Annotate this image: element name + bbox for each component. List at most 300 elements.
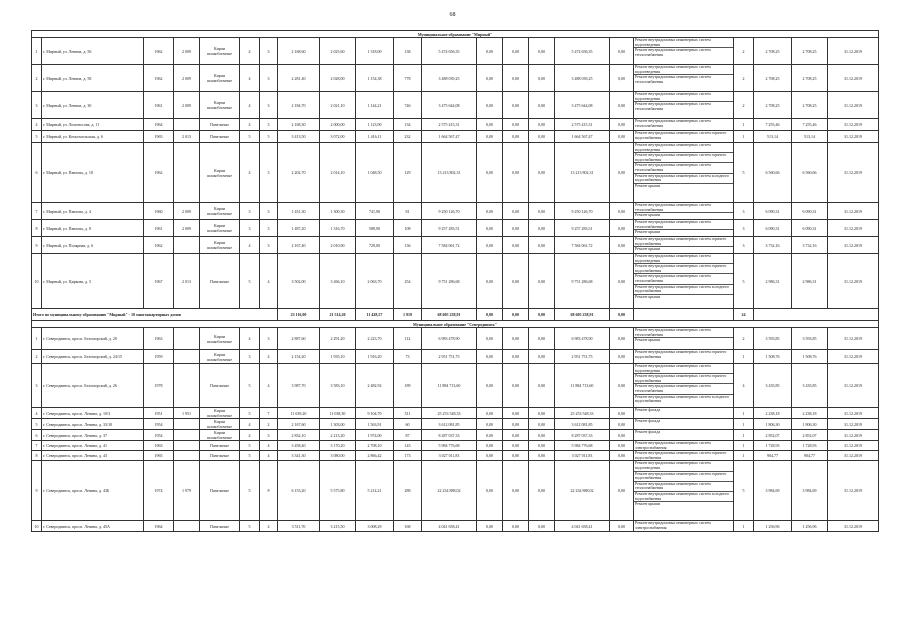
residential-area-cell: 3 583,10 (320, 364, 356, 408)
year-renovated-cell (174, 419, 200, 430)
works-count-cell: 5 (734, 143, 754, 203)
entrances-cell: 4 (260, 451, 278, 461)
unit-cost-cell: 3 435,85 (754, 364, 792, 408)
other-funds-cell: 0,00 (610, 143, 634, 203)
fund-cell: 0,00 (477, 119, 503, 131)
owners-funds-cell: 22 234 888,02 (555, 461, 610, 521)
year-renovated-cell (174, 119, 200, 131)
unit-cost-cell: 2 708,25 (754, 65, 792, 92)
work-item: Ремонт внутридомовых инженерных систем горячего водоснабжения (634, 472, 733, 482)
fund-cell: 0,00 (477, 92, 503, 119)
residential-area-cell: 2 025,60 (320, 38, 356, 65)
address-cell: г. Мирный, ул. Ленина, д. 58 (42, 65, 144, 92)
owners-funds-cell: 1 664 567,47 (555, 131, 610, 143)
floors-cell: 4 (240, 430, 260, 441)
living-area-cell: 5 214,21 (356, 461, 394, 521)
floors-cell: 3 (240, 220, 260, 237)
table-row (32, 203, 879, 220)
municipal-budget-cell: 0,00 (529, 441, 555, 451)
works-list-cell (634, 441, 734, 451)
owners-funds-cell: 13 213 802,31 (555, 143, 610, 203)
table-row (32, 131, 879, 143)
year-renovated-cell: 2 013 (174, 131, 200, 143)
works-count-cell: 4 (734, 364, 754, 408)
works-list-cell (634, 451, 734, 461)
owners-funds-cell: 3 488 039,25 (555, 65, 610, 92)
living-area-cell: 1 974,00 (356, 430, 394, 441)
max-unit-cost-cell: 6 560,66 (792, 143, 828, 203)
other-funds-cell: 0,00 (610, 65, 634, 92)
year-renovated-cell: 2 009 (174, 203, 200, 220)
residential-area-cell: 5 575,80 (320, 461, 356, 521)
owners-funds-cell: 11 884 713,60 (555, 364, 610, 408)
year-built-cell: 1960 (144, 203, 174, 220)
unit-cost-cell: 513,14 (754, 131, 792, 143)
total-area-cell: 3 413,50 (278, 131, 320, 143)
other-funds-cell: 0,00 (610, 350, 634, 364)
completion-date-cell: 31.12.2019 (828, 119, 879, 131)
year-built-cell: 1978 (144, 364, 174, 408)
other-funds-cell: 0,00 (610, 521, 634, 532)
regional-budget-cell: 0,00 (503, 364, 529, 408)
row-number: 2 (32, 65, 42, 92)
max-unit-cost-cell: 3 435,85 (792, 364, 828, 408)
works-count-cell: 2 (734, 38, 754, 65)
wall-material-cell: Кирпи шлакоблочные (200, 143, 240, 203)
max-unit-cost-cell: 2 708,25 (792, 92, 828, 119)
works-list-cell (634, 203, 734, 220)
year-built-cell: 1962 (144, 38, 174, 65)
year-renovated-cell (174, 350, 200, 364)
owners-funds-cell: 9 257 283,51 (555, 220, 610, 237)
entrances-cell: 7 (260, 408, 278, 419)
total-area-cell: 6 153,20 (278, 461, 320, 521)
owners-funds-cell: 4 041 658,41 (555, 521, 610, 532)
wall-material-cell: Панельные (200, 254, 240, 309)
residents-cell: 232 (394, 131, 422, 143)
total-area-cell: 2 167,60 (278, 419, 320, 430)
municipality-title: Муниципальное образование "Северодвинск" (32, 321, 879, 328)
residents-cell: 73 (394, 350, 422, 364)
municipal-budget-cell: 0,00 (529, 461, 555, 521)
regional-budget-cell: 0,00 (503, 131, 529, 143)
table-row (32, 220, 879, 237)
total-area-cell: 1 451,30 (278, 203, 320, 220)
address-cell: г. Мирный, ул. Ломоносова, д. 11 (42, 119, 144, 131)
unit-cost-cell: 1 806,30 (754, 419, 792, 430)
works-list (634, 461, 733, 506)
year-renovated-cell (174, 328, 200, 350)
municipality-header-row (32, 321, 879, 328)
entrances-cell: 3 (260, 119, 278, 131)
owners-funds-cell: 8 287 037,33 (555, 430, 610, 441)
total-cost-cell: 3 027 011,83 (422, 451, 477, 461)
work-item: Ремонт внутридомовых инженерных систем водоотведения (634, 92, 733, 102)
works-list-cell (634, 328, 734, 350)
completion-date-cell: 31.12.2019 (828, 364, 879, 408)
works-list-cell (634, 364, 734, 408)
regional-budget-cell: 0,00 (503, 203, 529, 220)
residential-area-cell: 3 215,50 (320, 521, 356, 532)
max-unit-cost-cell: 904,77 (792, 451, 828, 461)
address-cell: г. Северодвинск, просп. Ленина, д. 45А (42, 521, 144, 532)
entrances-cell: 3 (260, 220, 278, 237)
municipal-budget-cell: 0,00 (529, 143, 555, 203)
table-row (32, 350, 879, 364)
municipal-budget-cell: 0,00 (529, 203, 555, 220)
works-list (634, 441, 733, 450)
entrances-cell: 8 (260, 461, 278, 521)
residential-area-cell: 1 303,00 (320, 419, 356, 430)
municipal-budget-cell: 0,00 (529, 119, 555, 131)
table-row (32, 143, 879, 203)
row-number: 7 (32, 441, 42, 451)
work-item: Ремонт внутридомовых инженерных систем теплоснабжения (635, 47, 711, 57)
completion-date-cell: 31.12.2019 (828, 328, 879, 350)
year-renovated-cell (174, 451, 200, 461)
work-item: Ремонт внутридомовых инженерных систем водоотведения (634, 143, 733, 153)
max-unit-cost-cell: 2 708,25 (792, 65, 828, 92)
address-cell: г. Северодвинск, просп. Ленина, д. 43Б (42, 461, 144, 521)
works-list (634, 92, 733, 111)
living-area-cell: 1 916,20 (356, 350, 394, 364)
living-area-cell: 588,90 (356, 220, 394, 237)
works-list (634, 131, 733, 140)
work-item: Ремонт внутридомовых инженерных систем водоотведения (634, 364, 733, 374)
residents-cell: 143 (394, 441, 422, 451)
row-number: 6 (32, 430, 42, 441)
living-area-cell: 1 318,00 (356, 38, 394, 65)
total-area-cell: 2 832,10 (278, 430, 320, 441)
works-list (634, 119, 733, 128)
total-area-cell: 3 511,70 (278, 521, 320, 532)
address-cell: г. Мирный, ул. Павлова, д. 18 (42, 143, 144, 203)
row-number: 1 (32, 38, 42, 65)
max-unit-cost-cell: 6 090,31 (792, 203, 828, 220)
regional-budget-cell: 0,00 (503, 328, 529, 350)
row-number: 5 (32, 131, 42, 143)
year-built-cell: 1962 (144, 143, 174, 203)
regional-budget-cell: 0,00 (503, 220, 529, 237)
table-row (32, 419, 879, 430)
works-count-cell: 1 (734, 451, 754, 461)
entrances-cell: 2 (260, 419, 278, 430)
work-item: Ремонт внутридомовых инженерных систем теплоснабжения (634, 220, 733, 230)
table-row (32, 237, 879, 254)
total-trailing-empty (754, 309, 879, 321)
works-list (634, 65, 733, 84)
municipal-budget-cell: 0,00 (529, 350, 555, 364)
completion-date-cell: 31.12.2019 (828, 451, 879, 461)
unit-cost-cell: 2 852,07 (754, 430, 792, 441)
municipal-budget-cell: 0,00 (529, 521, 555, 532)
fund-cell: 0,00 (477, 461, 503, 521)
other-funds-cell: 0,00 (610, 430, 634, 441)
row-number: 4 (32, 408, 42, 419)
total-cost-cell: 11 884 713,60 (422, 364, 477, 408)
fund-cell: 0,00 (477, 131, 503, 143)
floors-cell: 5 (240, 441, 260, 451)
entrances-cell: 4 (260, 364, 278, 408)
work-item: Ремонт фасада (635, 407, 661, 412)
completion-date-cell: 31.12.2019 (828, 350, 879, 364)
residential-area-cell: 2 021,10 (320, 92, 356, 119)
wall-material-cell: Кирпи шлакоблочные (200, 220, 240, 237)
living-area-cell: 2 708,10 (356, 441, 394, 451)
max-unit-cost-cell: 6 090,31 (792, 220, 828, 237)
work-item: Ремонт внутридомовых инженерных систем электроснабжения (635, 440, 711, 450)
completion-date-cell: 31.12.2019 (828, 441, 879, 451)
owners-funds-cell: 5 984 776,68 (555, 441, 610, 451)
completion-date-cell: 31.12.2019 (828, 521, 879, 532)
municipal-budget-cell: 0,00 (529, 430, 555, 441)
fund-cell: 0,00 (477, 254, 503, 309)
wall-material-cell: Панельные (200, 364, 240, 408)
address-cell: г. Мирный, ул. Циркова, д. 5 (42, 254, 144, 309)
total-area-cell: 2 168,60 (278, 38, 320, 65)
completion-date-cell: 31.12.2019 (828, 131, 879, 143)
work-item: Ремонт внутридомовых инженерных систем теплоснабжения (634, 384, 733, 394)
table-row (32, 451, 879, 461)
floors-cell: 4 (240, 65, 260, 92)
table-row (32, 92, 879, 119)
entrances-cell: 4 (260, 254, 278, 309)
year-built-cell: 1964 (144, 119, 174, 131)
residents-cell: 108 (394, 220, 422, 237)
other-funds-cell: 0,00 (610, 237, 634, 254)
total-cost-cell: 2 951 751,75 (422, 350, 477, 364)
address-cell: г. Северодвинск, просп. Ленина, д. 41 (42, 441, 144, 451)
regional-budget-cell: 0,00 (503, 521, 529, 532)
residential-area-cell: 1 935,10 (320, 350, 356, 364)
entrances-cell: 4 (260, 521, 278, 532)
fund-cell: 0,00 (477, 38, 503, 65)
total-area-cell: 2 184,70 (278, 92, 320, 119)
fund-cell: 0,00 (477, 430, 503, 441)
works-list-cell (634, 521, 734, 532)
regional-budget-cell: 0,00 (503, 408, 529, 419)
other-funds-cell: 0,00 (610, 328, 634, 350)
year-built-cell: 1963 (144, 441, 174, 451)
total-works-count: 24 (734, 309, 754, 321)
floors-cell: 5 (240, 131, 260, 143)
works-list-cell (634, 408, 734, 419)
regional-budget-cell: 0,00 (503, 461, 529, 521)
fund-cell: 0,00 (477, 328, 503, 350)
max-unit-cost-cell: 1 806,30 (792, 419, 828, 430)
table-row (32, 119, 879, 131)
living-area-cell: 729,00 (356, 237, 394, 254)
work-item: Ремонт внутридомовых инженерных систем теплоснабжения (634, 163, 733, 173)
works-list-cell (634, 350, 734, 364)
municipality-total-row (32, 309, 879, 321)
work-item: Ремонт внутридомовых инженерных систем холодного водоснабжения (634, 174, 733, 184)
residential-area-cell: 1 316,70 (320, 220, 356, 237)
unit-cost-cell: 6 090,31 (754, 203, 792, 220)
year-built-cell: 1962 (144, 65, 174, 92)
entrances-cell: 4 (260, 350, 278, 364)
municipality-title: Муниципальное образование "Мирный" (32, 31, 879, 38)
wall-material-cell: Панельные (200, 521, 240, 532)
address-cell: г. Мирный, ул. Комсомольская, д. 6 (42, 131, 144, 143)
other-funds-cell: 0,00 (610, 419, 634, 430)
table-row (32, 65, 879, 92)
floors-cell: 3 (240, 203, 260, 220)
owners-funds-cell: 6 983 478,90 (555, 328, 610, 350)
unit-cost-cell: 3 732,16 (754, 237, 792, 254)
completion-date-cell: 31.12.2019 (828, 220, 879, 237)
living-area-cell: 1 563,91 (356, 419, 394, 430)
works-list-cell (634, 143, 734, 203)
unit-cost-cell: 904,77 (754, 451, 792, 461)
other-funds-cell: 0,00 (610, 131, 634, 143)
other-funds-cell: 0,00 (610, 203, 634, 220)
works-count-cell: 1 (734, 430, 754, 441)
regional-budget-cell: 0,00 (503, 143, 529, 203)
residential-area-cell: 11 038,30 (320, 408, 356, 419)
work-item: Ремонт внутридомовых инженерных систем горячего водоснабжения (635, 349, 727, 359)
living-area-cell: 2 482,92 (356, 364, 394, 408)
row-number: 5 (32, 419, 42, 430)
floors-cell: 4 (240, 419, 260, 430)
floors-cell: 4 (240, 92, 260, 119)
table-row (32, 441, 879, 451)
works-list-cell (634, 430, 734, 441)
work-item: Ремонт крыши (635, 501, 661, 507)
regional-budget-cell: 0,00 (503, 119, 529, 131)
max-unit-cost-cell: 1 728,93 (792, 441, 828, 451)
regional-budget-cell: 0,00 (503, 430, 529, 441)
residential-area-cell: 2 014,10 (320, 143, 356, 203)
fund-cell: 0,00 (477, 408, 503, 419)
total-f-reg: 0,00 (503, 309, 529, 321)
residential-area-cell: 2 000,00 (320, 119, 356, 131)
total-area-cell: 2 168,30 (278, 119, 320, 131)
regional-budget-cell: 0,00 (503, 350, 529, 364)
works-count-cell: 3 (734, 220, 754, 237)
works-list (634, 254, 733, 299)
table-row (32, 461, 879, 521)
year-renovated-cell: 2 009 (174, 65, 200, 92)
living-area-cell: 3 008,29 (356, 521, 394, 532)
works-list-cell (634, 38, 734, 65)
address-cell: г. Северодвинск, просп. Ленина, д. 43 (42, 451, 144, 461)
year-renovated-cell: 1 979 (174, 461, 200, 521)
wall-material-cell: Кирпи шлакоблочные (200, 430, 240, 441)
residential-area-cell: 3 080,00 (320, 451, 356, 461)
total-area-cell: 3 987,70 (278, 364, 320, 408)
table-row (32, 430, 879, 441)
wall-material-cell: Кирпи шлакоблочные (200, 328, 240, 350)
fund-cell: 0,00 (477, 521, 503, 532)
total-cost-cell: 3 612 081,85 (422, 419, 477, 430)
residents-cell: 511 (394, 408, 422, 419)
year-built-cell: 1965 (144, 451, 174, 461)
works-list-cell (634, 131, 734, 143)
address-cell: г. Мирный, ул. Ленина, д. 30 (42, 92, 144, 119)
total-cost-cell: 3 475 644,08 (422, 92, 477, 119)
work-item: Ремонт внутридомовых инженерных систем водоотведения (634, 65, 733, 75)
total-cost-cell: 4 041 658,41 (422, 521, 477, 532)
owners-funds-cell: 3 612 081,85 (555, 419, 610, 430)
row-number: 8 (32, 451, 42, 461)
year-renovated-cell: 2 009 (174, 38, 200, 65)
residents-cell: 138 (394, 38, 422, 65)
total-f-oth: 0,00 (610, 309, 634, 321)
year-built-cell: 1954 (144, 430, 174, 441)
year-built-cell: 1962 (144, 237, 174, 254)
municipal-budget-cell: 0,00 (529, 254, 555, 309)
works-count-cell: 1 (734, 119, 754, 131)
total-area-cell: 3 502,00 (278, 254, 320, 309)
total-works-empty (634, 309, 734, 321)
wall-material-cell: Кирпи шлакоблочные (200, 237, 240, 254)
works-list-cell (634, 65, 734, 92)
total-area-cell: 2 167,40 (278, 237, 320, 254)
total-label: Итого по муниципальному образованию "Мирный" - 10 многоквартирных домов (32, 309, 278, 321)
total-area-cell: 2 202,70 (278, 143, 320, 203)
municipal-budget-cell: 0,00 (529, 419, 555, 430)
completion-date-cell: 31.12.2019 (828, 254, 879, 309)
living-area-cell: 741,90 (356, 203, 394, 220)
works-list-cell (634, 220, 734, 237)
total-people: 1 919 (394, 309, 422, 321)
municipal-budget-cell: 0,00 (529, 65, 555, 92)
residents-cell: 129 (394, 143, 422, 203)
total-cost: 68 605 238,91 (422, 309, 477, 321)
residents-cell: 168 (394, 521, 422, 532)
table-row (32, 254, 879, 309)
year-renovated-cell: 1 951 (174, 408, 200, 419)
total-s-total: 23 116,00 (278, 309, 320, 321)
works-list-cell (634, 237, 734, 254)
entrances-cell: 3 (260, 143, 278, 203)
entrances-cell: 4 (260, 441, 278, 451)
owners-funds-cell: 2 951 751,75 (555, 350, 610, 364)
works-list (634, 38, 733, 57)
works-list-cell (634, 92, 734, 119)
year-built-cell: 1967 (144, 254, 174, 309)
year-renovated-cell (174, 521, 200, 532)
municipal-budget-cell: 0,00 (529, 220, 555, 237)
residents-cell: 288 (394, 461, 422, 521)
max-unit-cost-cell: 2 238,18 (792, 408, 828, 419)
wall-material-cell: Кирпи шлакоблочные (200, 408, 240, 419)
unit-cost-cell: 3 984,69 (754, 461, 792, 521)
completion-date-cell: 31.12.2019 (828, 203, 879, 220)
municipality-header-row (32, 31, 879, 38)
work-item: Ремонт внутридомовых инженерных систем холодного водоснабжения (634, 285, 733, 295)
year-built-cell: 1974 (144, 461, 174, 521)
address-cell: г. Северодвинск, просп. Беломорский, д. 20 (42, 328, 144, 350)
regional-budget-cell: 0,00 (503, 254, 529, 309)
row-number: 8 (32, 220, 42, 237)
municipal-budget-cell: 0,00 (529, 131, 555, 143)
works-list (634, 451, 733, 460)
max-unit-cost-cell: 2 852,07 (792, 430, 828, 441)
regional-budget-cell: 0,00 (503, 237, 529, 254)
unit-cost-cell: 6 090,31 (754, 220, 792, 237)
work-item: Ремонт крыши (635, 293, 661, 299)
owners-funds-cell: 7 584 061,72 (555, 237, 610, 254)
total-f-fund: 0,00 (477, 309, 503, 321)
owners-funds-cell: 5 474 656,35 (555, 38, 610, 65)
owners-funds-cell: 3 475 644,08 (555, 92, 610, 119)
works-list (634, 237, 733, 252)
work-item: Ремонт внутридомовых инженерных систем горячего водоснабжения (635, 450, 727, 460)
max-unit-cost-cell: 3 984,69 (792, 461, 828, 521)
work-item: Ремонт внутридомовых инженерных систем горячего водоснабжения (634, 153, 733, 163)
